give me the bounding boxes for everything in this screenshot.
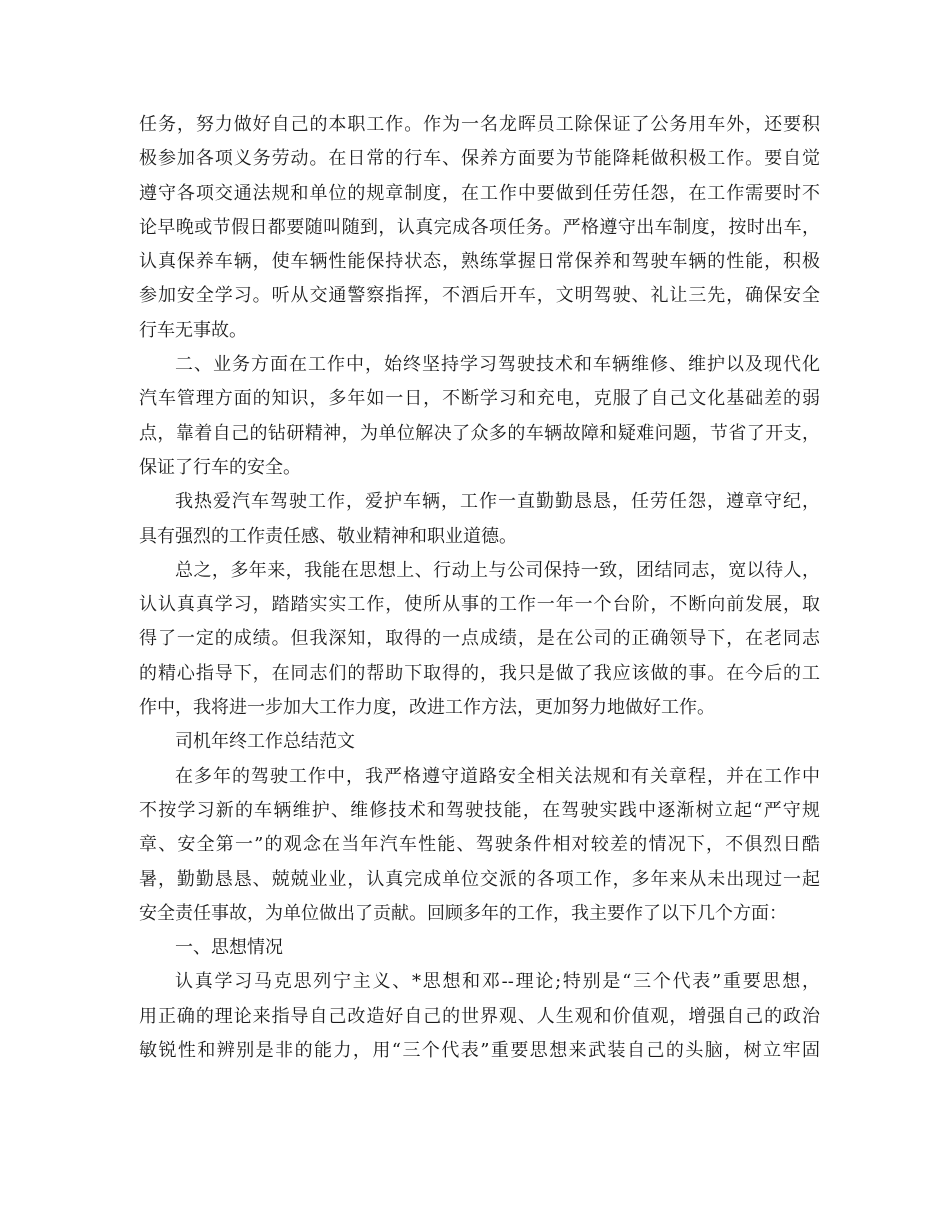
text-line: 汽车管理方面的知识，多年如一日，不断学习和充电，克服了自己文化基础差的弱: [139, 388, 820, 410]
text-line: 章、安全第一”的观念在当年汽车性能、驾驶条件相对较差的情况下，不俱烈日酷: [139, 834, 820, 856]
text-line: 不按学习新的车辆维护、维修技术和驾驶技能，在驾驶实践中逐渐树立起“严守规: [139, 799, 820, 821]
text-line: 保证了行车的安全。: [139, 456, 301, 478]
text-line: 遵守各项交通法规和单位的规章制度，在工作中要做到任劳任怨，在工作需要时不: [139, 182, 820, 204]
text-line: 行车无事故。: [139, 319, 247, 341]
text-line: 安全责任事故，为单位做出了贡献。回顾多年的工作，我主要作了以下几个方面：: [139, 902, 787, 924]
text-line: 认真保养车辆，使车辆性能保持状态，熟练掌握日常保养和驾驶车辆的性能，积极: [139, 251, 820, 273]
text-line: 点，靠着自己的钻研精神，为单位解决了众多的车辆故障和疑难问题，节省了开支，: [139, 422, 820, 444]
text-line: 敏锐性和辨别是非的能力，用“三个代表”重要思想来武装自己的头脑，树立牢固: [139, 1040, 820, 1062]
text-line: 的精心指导下，在同志们的帮助下取得的，我只是做了我应该做的事。在今后的工: [139, 662, 820, 684]
text-line: 参加安全学习。听从交通警察指挥，不酒后开车，文明驾驶、礼让三先，确保安全: [139, 285, 820, 307]
text-line: 论早晚或节假日都要随叫随到，认真完成各项任务。严格遵守出车制度，按时出车，: [139, 216, 820, 238]
text-line: 极参加各项义务劳动。在日常的行车、保养方面要为节能降耗做积极工作。要自觉: [139, 148, 820, 170]
text-line: 作中，我将进一步加大工作力度，改进工作方法，更加努力地做好工作。: [139, 697, 715, 719]
body-text: [139, 108, 820, 1068]
text-line: 二、业务方面在工作中，始终坚持学习驾驶技术和车辆维修、维护以及现代化: [175, 354, 820, 376]
text-line: 一、思想情况: [175, 937, 283, 959]
text-line: 任务，努力做好自己的本职工作。作为一名龙晖员工除保证了公务用车外，还要积: [139, 114, 820, 135]
text-line: 在多年的驾驶工作中，我严格遵守道路安全相关法规和有关章程，并在工作中: [175, 765, 820, 787]
text-line: 总之，多年来，我能在思想上、行动上与公司保持一致，团结同志，宽以待人，: [175, 559, 820, 581]
text-line: 我热爱汽车驾驶工作，爱护车辆，工作一直勤勤恳恳，任劳任怨，遵章守纪，: [175, 491, 820, 513]
text-line: 具有强烈的工作责任感、敬业精神和职业道德。: [139, 525, 517, 547]
text-line: 认真学习马克思列宁主义、*思想和邓--理论;特别是“三个代表”重要思想，: [175, 971, 820, 993]
text-line: 认认真真学习，踏踏实实工作，使所从事的工作一年一个台阶，不断向前发展，取: [139, 594, 820, 616]
text-line: 暑，勤勤恳恳、兢兢业业，认真完成单位交派的各项工作，多年来从未出现过一起: [139, 868, 820, 890]
text-line: 司机年终工作总结范文: [175, 731, 355, 753]
text-line: 得了一定的成绩。但我深知，取得的一点成绩，是在公司的正确领导下，在老同志: [139, 628, 820, 650]
text-line: 用正确的理论来指导自己改造好自己的世界观、人生观和价值观，增强自己的政治: [139, 1005, 820, 1027]
